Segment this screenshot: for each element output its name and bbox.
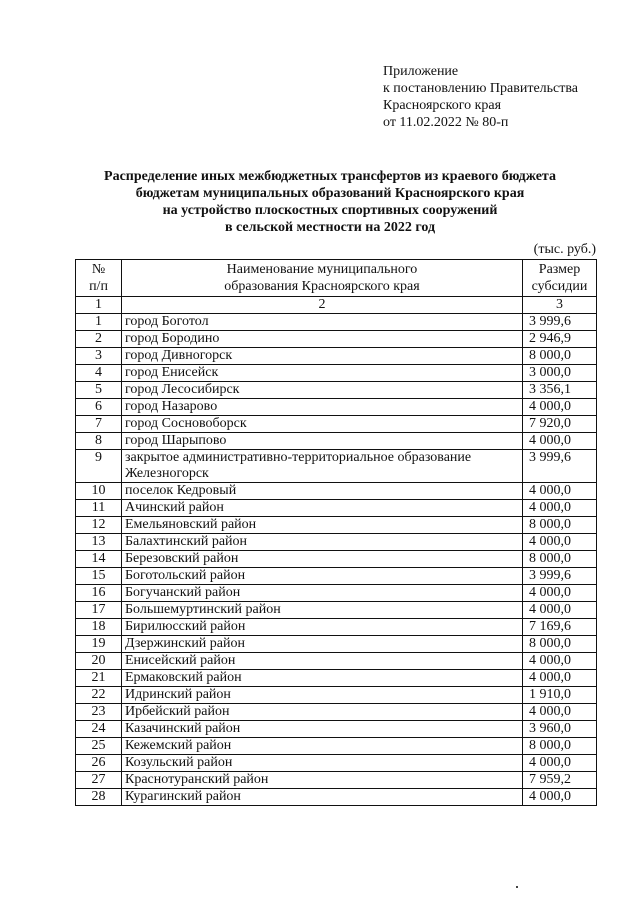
row-value: 7 169,6 <box>523 619 597 636</box>
table-row <box>76 755 597 772</box>
appendix-line: Красноярского края <box>383 98 502 113</box>
header-number <box>76 260 122 297</box>
row-name: город Лесосибирск <box>122 382 523 399</box>
row-number: 13 <box>76 534 122 551</box>
table-row <box>76 517 597 534</box>
row-value: 8 000,0 <box>523 348 597 365</box>
table-row <box>76 602 597 619</box>
row-number: 8 <box>76 433 122 450</box>
title-line: бюджетам муниципальных образований Красноярского края <box>135 186 525 201</box>
row-name: Богучанский район <box>122 585 523 602</box>
table-row <box>76 568 597 585</box>
row-name: Ермаковский район <box>122 670 523 687</box>
row-value: 3 999,6 <box>523 314 597 331</box>
table-row <box>76 585 597 602</box>
row-number: 21 <box>76 670 122 687</box>
table-row <box>76 721 597 738</box>
row-name: город Шарыпово <box>122 433 523 450</box>
row-number: 17 <box>76 602 122 619</box>
row-name: город Боготол <box>122 314 523 331</box>
row-number: 16 <box>76 585 122 602</box>
table-row <box>76 331 597 348</box>
row-value: 4 000,0 <box>523 670 597 687</box>
table-row <box>76 687 597 704</box>
row-name: Краснотуранский район <box>122 772 523 789</box>
row-number: 27 <box>76 772 122 789</box>
row-name: Козульский район <box>122 755 523 772</box>
row-name: Дзержинский район <box>122 636 523 653</box>
row-number: 23 <box>76 704 122 721</box>
row-name: Курагинский район <box>122 789 523 806</box>
row-value: 4 000,0 <box>523 653 597 670</box>
appendix-line: Приложение <box>383 64 459 79</box>
row-name: Емельяновский район <box>122 517 523 534</box>
row-name: поселок Кедровый <box>122 483 523 500</box>
row-value: 4 000,0 <box>523 755 597 772</box>
row-name: город Сосновоборск <box>122 416 523 433</box>
row-number: 15 <box>76 568 122 585</box>
table-row <box>76 738 597 755</box>
header-name <box>122 260 523 297</box>
column-index: 2 <box>122 297 523 314</box>
row-name: Енисейский район <box>122 653 523 670</box>
row-name: Ирбейский район <box>122 704 523 721</box>
row-value: 3 999,6 <box>523 568 597 585</box>
row-number: 3 <box>76 348 122 365</box>
column-index: 1 <box>76 297 122 314</box>
row-name: закрытое административно-территориальное образование Железногорск <box>122 450 523 483</box>
row-value: 3 000,0 <box>523 365 597 382</box>
table-row <box>76 670 597 687</box>
table-row <box>76 416 597 433</box>
row-value: 3 356,1 <box>523 382 597 399</box>
row-number: 9 <box>76 450 122 483</box>
row-name: Боготольский район <box>122 568 523 585</box>
row-number: 24 <box>76 721 122 738</box>
header-text: Размер <box>538 262 581 277</box>
row-number: 10 <box>76 483 122 500</box>
row-name: город Дивногорск <box>122 348 523 365</box>
units-label: (тыс. руб.) <box>533 242 596 257</box>
row-name: город Енисейск <box>122 365 523 382</box>
row-number: 22 <box>76 687 122 704</box>
row-number: 19 <box>76 636 122 653</box>
table-row <box>76 772 597 789</box>
title-line: Распределение иных межбюджетных трансфертов из краевого бюджета <box>104 169 556 184</box>
table-row <box>76 704 597 721</box>
row-value: 4 000,0 <box>523 483 597 500</box>
row-value: 1 910,0 <box>523 687 597 704</box>
header-text: образования Красноярского края <box>224 279 420 294</box>
title-line: на устройство плоскостных спортивных сооружений <box>162 203 498 218</box>
table-header-row <box>76 260 597 297</box>
header-text: п/п <box>89 279 108 294</box>
row-number: 1 <box>76 314 122 331</box>
row-value: 4 000,0 <box>523 433 597 450</box>
appendix-line: к постановлению Правительства <box>383 81 579 96</box>
row-name: город Назарово <box>122 399 523 416</box>
table-row <box>76 534 597 551</box>
row-number: 6 <box>76 399 122 416</box>
row-name: Идринский район <box>122 687 523 704</box>
row-name: Казачинский район <box>122 721 523 738</box>
row-number: 5 <box>76 382 122 399</box>
row-value: 7 959,2 <box>523 772 597 789</box>
table-row <box>76 653 597 670</box>
row-number: 11 <box>76 500 122 517</box>
table-row <box>76 433 597 450</box>
header-text: Наименование муниципального <box>226 262 418 277</box>
table-row <box>76 314 597 331</box>
row-name: Кежемский район <box>122 738 523 755</box>
table-row <box>76 636 597 653</box>
table-row <box>76 450 597 483</box>
appendix-line: от 11.02.2022 № 80-п <box>383 115 509 130</box>
row-value: 8 000,0 <box>523 517 597 534</box>
table-row <box>76 483 597 500</box>
row-name: город Бородино <box>122 331 523 348</box>
subsidy-table <box>75 259 597 806</box>
row-value: 7 920,0 <box>523 416 597 433</box>
table-row <box>76 619 597 636</box>
row-name: Балахтинский район <box>122 534 523 551</box>
document-title <box>60 168 600 236</box>
title-line: в сельской местности на 2022 год <box>224 220 436 235</box>
row-value: 8 000,0 <box>523 738 597 755</box>
row-value: 2 946,9 <box>523 331 597 348</box>
header-text: № <box>91 262 106 277</box>
row-name: Березовский район <box>122 551 523 568</box>
row-name: Бирилюсский район <box>122 619 523 636</box>
table-row <box>76 500 597 517</box>
row-value: 4 000,0 <box>523 399 597 416</box>
row-number: 26 <box>76 755 122 772</box>
row-number: 18 <box>76 619 122 636</box>
page-mark <box>516 886 518 888</box>
table-row <box>76 399 597 416</box>
row-value: 3 999,6 <box>523 450 597 483</box>
row-number: 14 <box>76 551 122 568</box>
row-number: 7 <box>76 416 122 433</box>
row-number: 20 <box>76 653 122 670</box>
table-row <box>76 551 597 568</box>
row-number: 25 <box>76 738 122 755</box>
row-value: 8 000,0 <box>523 551 597 568</box>
header-value <box>523 260 597 297</box>
row-value: 4 000,0 <box>523 500 597 517</box>
row-number: 4 <box>76 365 122 382</box>
row-number: 2 <box>76 331 122 348</box>
table-row <box>76 382 597 399</box>
row-value: 4 000,0 <box>523 789 597 806</box>
row-number: 12 <box>76 517 122 534</box>
row-value: 8 000,0 <box>523 636 597 653</box>
row-value: 4 000,0 <box>523 534 597 551</box>
row-value: 4 000,0 <box>523 704 597 721</box>
column-index-row <box>76 297 597 314</box>
table-row <box>76 348 597 365</box>
row-name: Ачинский район <box>122 500 523 517</box>
row-value: 4 000,0 <box>523 585 597 602</box>
row-value: 4 000,0 <box>523 602 597 619</box>
appendix-block <box>383 63 578 131</box>
table-row <box>76 365 597 382</box>
table-row <box>76 789 597 806</box>
row-number: 28 <box>76 789 122 806</box>
column-index: 3 <box>523 297 597 314</box>
header-text: субсидии <box>531 279 588 294</box>
row-value: 3 960,0 <box>523 721 597 738</box>
row-name: Большемуртинский район <box>122 602 523 619</box>
